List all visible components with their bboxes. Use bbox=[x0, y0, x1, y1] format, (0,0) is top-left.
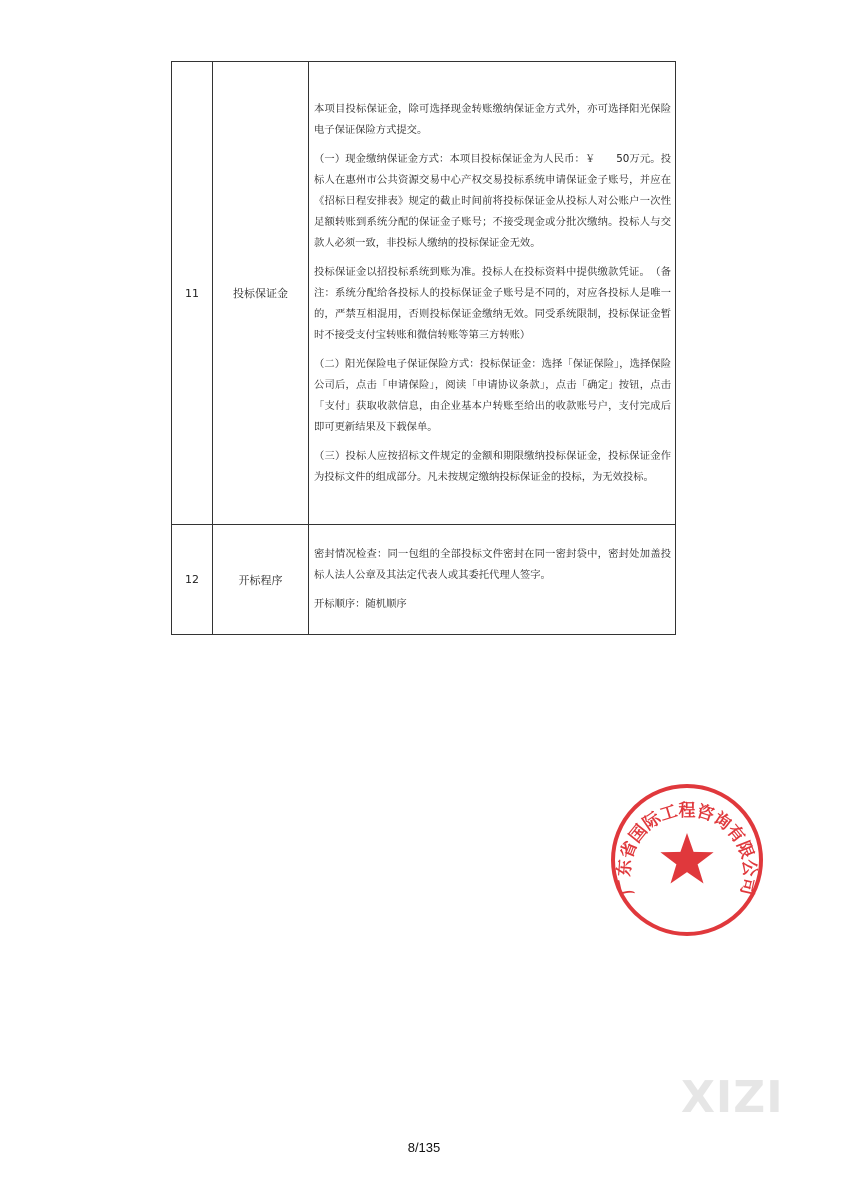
row-item-name: 开标程序 bbox=[213, 525, 309, 635]
row-content bbox=[309, 62, 676, 525]
row-number: 11 bbox=[172, 62, 213, 525]
company-seal bbox=[608, 781, 766, 939]
row-item-name: 投标保证金 bbox=[213, 62, 309, 525]
watermark-logo: XIZI bbox=[681, 1072, 784, 1123]
content-paragraph: （一）现金缴纳保证金方式：本项目投标保证金为人民币：￥ 50万元。投标人在惠州市公共资源交易中心产权交易投标系统申请保证金子账号，并应在《招标日程安排表》规定的截止时间前将投标保证金从投标人对公账户一次性足额转账到系统分配的保证金子账号；不接受现金或分批次缴纳。投标人与交款人必须一致，非投标人缴纳的投标保证金无效。 bbox=[314, 152, 671, 249]
content-paragraph: （二）阳光保险电子保证保险方式：投标保证金：选择「保证保险」，选择保险公司后，点击「申请保险」，阅读「申请协议条款」，点击「确定」按钮，点击「支付」获取收款信息，由企业基本户转账至给出的收款账号户，支付完成后即可更新结果及下载保单。 bbox=[314, 357, 671, 433]
table-row bbox=[172, 62, 676, 525]
row-content bbox=[309, 525, 676, 635]
content-paragraph: 开标顺序：随机顺序 bbox=[314, 598, 407, 610]
row-number: 12 bbox=[172, 525, 213, 635]
content-paragraph: （三）投标人应按招标文件规定的金额和期限缴纳投标保证金，投标保证金作为投标文件的组成部分。凡未按规定缴纳投标保证金的投标，为无效投标。 bbox=[314, 449, 671, 483]
page-number: 8/135 bbox=[407, 1140, 441, 1155]
star-icon bbox=[660, 833, 713, 884]
table-row bbox=[172, 525, 676, 635]
content-paragraph: 本项目投标保证金，除可选择现金转账缴纳保证金方式外，亦可选择阳光保险电子保证保险方式提交。 bbox=[314, 102, 671, 136]
seal-text: 广东省国际工程咨询有限公司 bbox=[614, 800, 760, 897]
content-paragraph: 密封情况检查：同一包组的全部投标文件密封在同一密封袋中，密封处加盖投标人法人公章及其法定代表人或其委托代理人签字。 bbox=[314, 548, 671, 581]
specification-table bbox=[171, 61, 676, 635]
content-paragraph: 投标保证金以招投标系统到账为准。投标人在投标资料中提供缴款凭证。 （备注：系统分配给各投标人的投标保证金子账号是不同的，对应各投标人是唯一的，严禁互相混用，否则投标保证金缴纳无效。同受系统限制，投标保证金暂时不接受支付宝转账和微信转账等第三方转账） bbox=[314, 265, 671, 341]
